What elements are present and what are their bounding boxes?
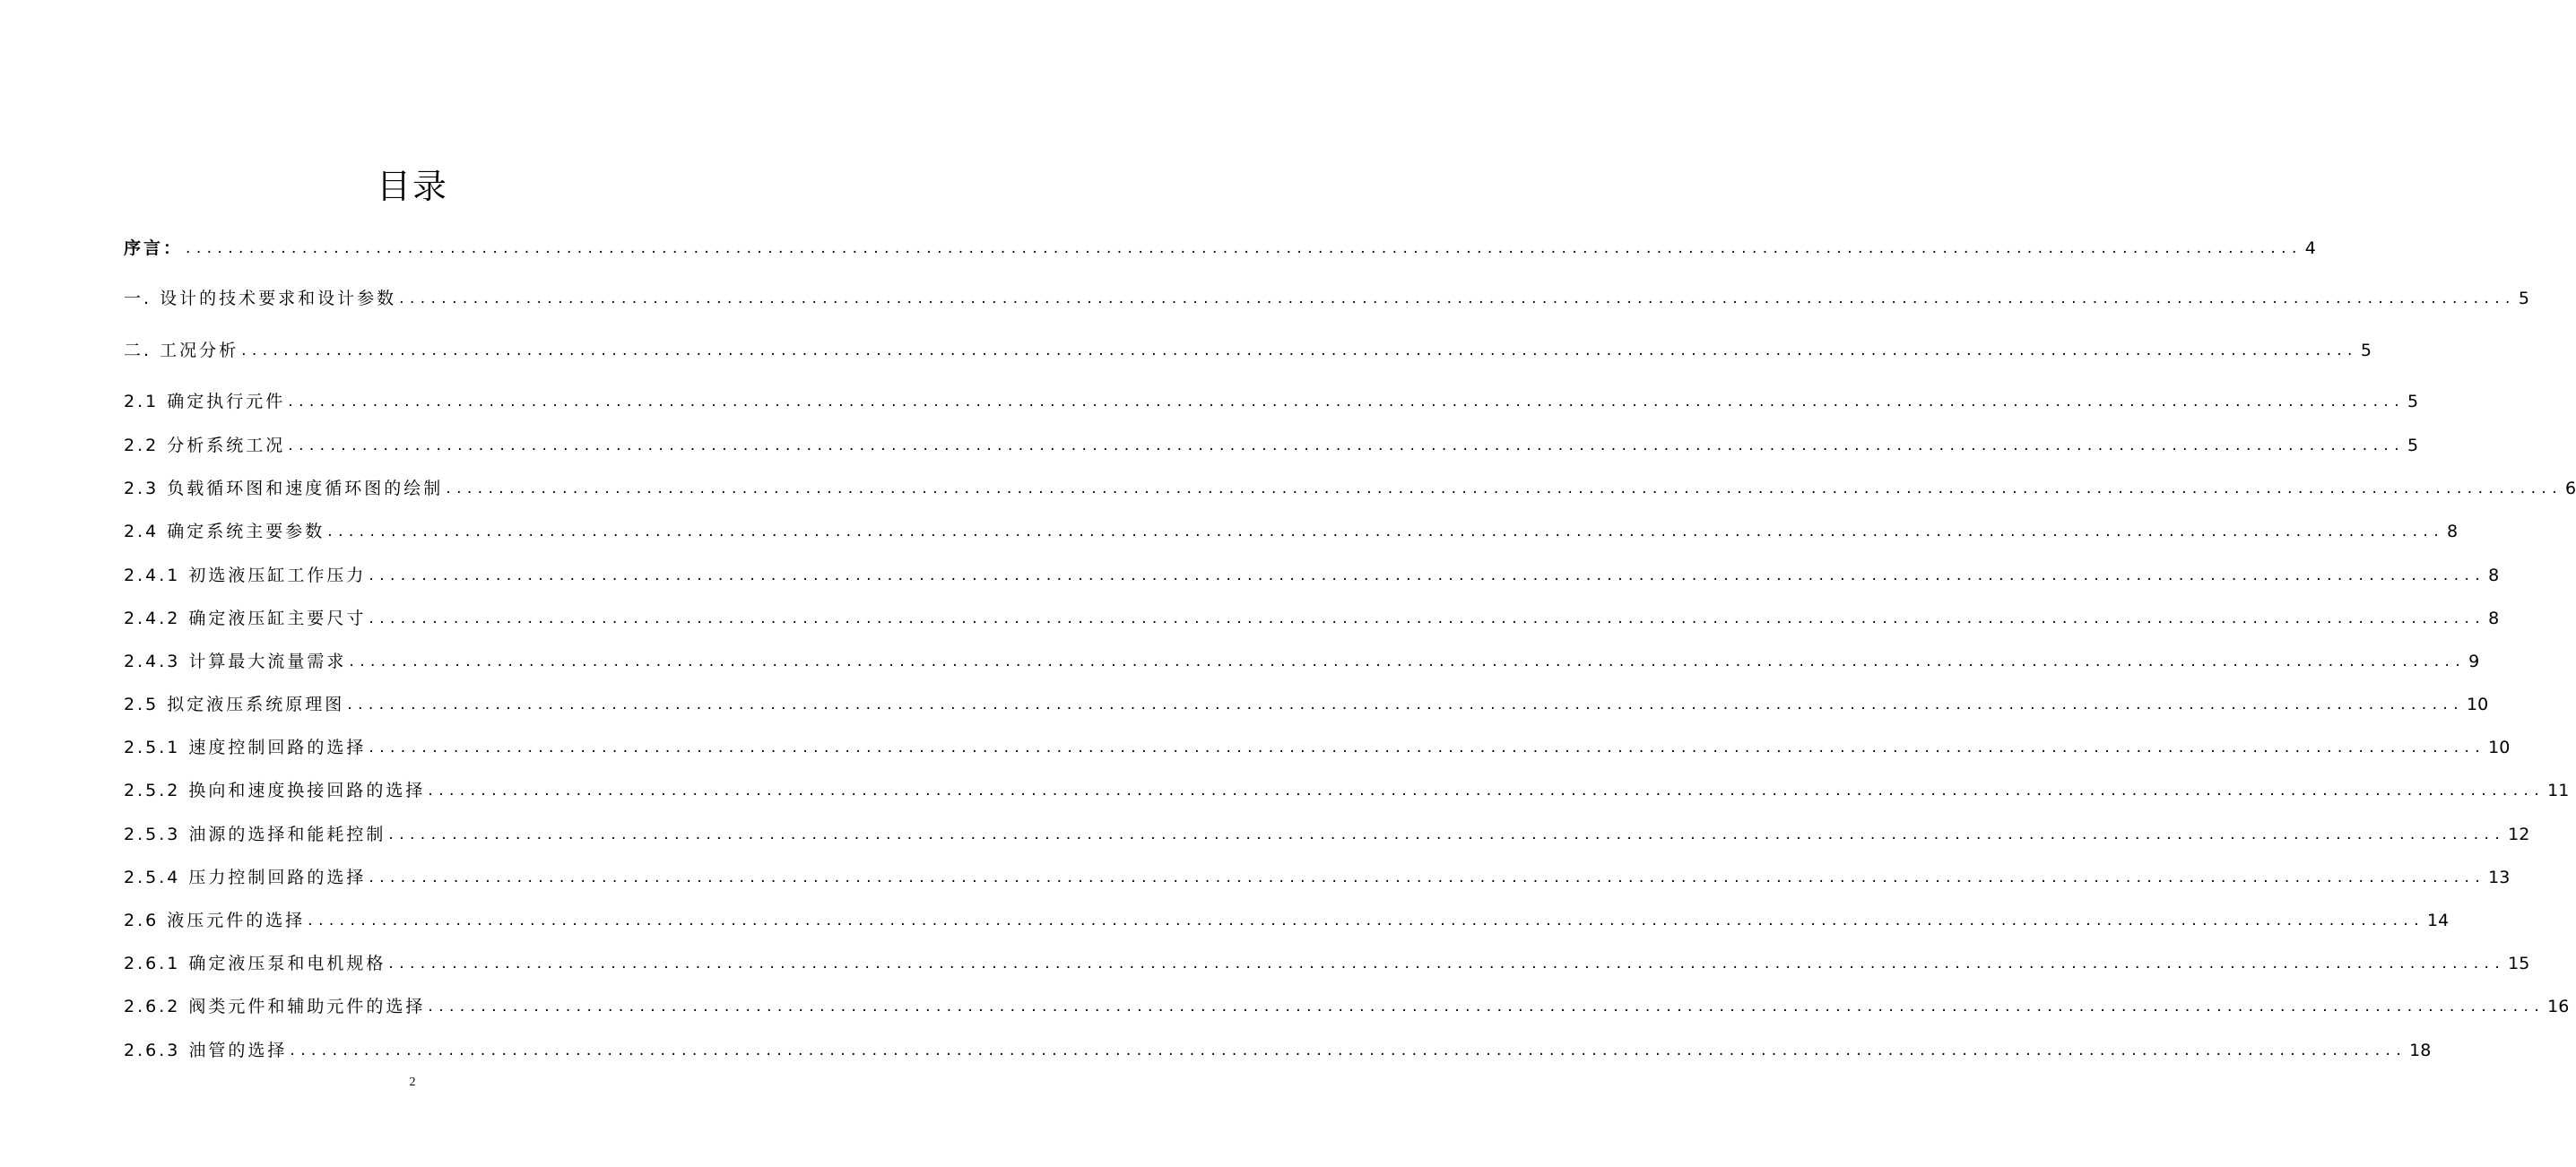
toc-dot-leader: ........................................................................................................................................................................................................ bbox=[388, 826, 2506, 843]
toc-dot-leader: ........................................................................................................................................................................................................ bbox=[446, 480, 2563, 497]
toc-entry-label: 2.6 液压元件的选择 bbox=[124, 911, 306, 930]
toc-entry[interactable] bbox=[124, 562, 2500, 589]
toc-entry-page: 8 bbox=[2488, 609, 2500, 628]
toc-dot-leader: ........................................................................................................................................................................................................ bbox=[186, 239, 2303, 257]
page-title: 目录 bbox=[376, 167, 448, 206]
toc-entry-page: 8 bbox=[2488, 566, 2500, 585]
toc-entry-label: 2.5.1 速度控制回路的选择 bbox=[124, 738, 367, 757]
toc-entry[interactable] bbox=[124, 950, 2530, 977]
toc-entry[interactable] bbox=[124, 337, 2372, 364]
toc-entry-label: 2.6.3 油管的选择 bbox=[124, 1041, 288, 1060]
toc-entry[interactable] bbox=[124, 777, 2570, 804]
toc-dot-leader: ........................................................................................................................................................................................................ bbox=[290, 1042, 2407, 1059]
toc-entry-page: 18 bbox=[2409, 1041, 2432, 1060]
toc-entry[interactable] bbox=[124, 235, 2316, 262]
toc-entry-label: 2.6.2 阀类元件和辅助元件的选择 bbox=[124, 997, 426, 1016]
toc-dot-leader: ........................................................................................................................................................................................................ bbox=[288, 393, 2406, 411]
toc-dot-leader: ........................................................................................................................................................................................................ bbox=[388, 955, 2506, 972]
toc-dot-leader: ........................................................................................................................................................................................................ bbox=[369, 609, 2486, 627]
toc-entry[interactable] bbox=[124, 475, 2576, 502]
toc-entry-label: 序言： bbox=[124, 238, 184, 258]
toc-entry[interactable] bbox=[124, 518, 2459, 545]
toc-dot-leader: ........................................................................................................................................................................................................ bbox=[347, 696, 2465, 713]
toc-entry-label: 2.5.2 换向和速度换接回路的选择 bbox=[124, 781, 426, 800]
toc-entry-label: 2.2 分析系统工况 bbox=[124, 436, 286, 455]
toc-entry[interactable] bbox=[124, 691, 2489, 718]
toc-entry[interactable] bbox=[124, 734, 2511, 761]
toc-entry-label: 二. 工况分析 bbox=[124, 341, 239, 360]
toc-entry-label: 2.5.3 油源的选择和能耗控制 bbox=[124, 825, 386, 844]
page-number: 2 bbox=[409, 1076, 416, 1089]
toc-dot-leader: ........................................................................................................................................................................................................ bbox=[308, 912, 2425, 929]
toc-entry-page: 6 bbox=[2565, 479, 2576, 498]
toc-entry-page: 12 bbox=[2508, 825, 2530, 844]
toc-entry-page: 4 bbox=[2304, 238, 2316, 258]
toc-entry-page: 13 bbox=[2488, 868, 2511, 887]
toc-entry[interactable] bbox=[124, 605, 2500, 632]
toc-entry-page: 5 bbox=[2518, 289, 2529, 308]
toc-entry-label: 2.3 负载循环图和速度循环图的绘制 bbox=[124, 479, 444, 498]
toc-dot-leader: ........................................................................................................................................................................................................ bbox=[428, 998, 2546, 1016]
toc-entry-page: 5 bbox=[2407, 436, 2419, 455]
toc-entry[interactable] bbox=[124, 285, 2529, 312]
toc-entry-page: 5 bbox=[2407, 392, 2419, 411]
toc-entry-page: 10 bbox=[2488, 738, 2511, 757]
toc-entry-page: 14 bbox=[2427, 911, 2450, 930]
toc-dot-leader: ........................................................................................................................................................................................................ bbox=[369, 869, 2486, 886]
toc-entry-page: 15 bbox=[2508, 954, 2530, 973]
toc-entry[interactable] bbox=[124, 388, 2419, 415]
toc-entry-page: 16 bbox=[2547, 997, 2570, 1016]
toc-entry[interactable] bbox=[124, 907, 2450, 934]
toc-entry-label: 2.6.1 确定液压泵和电机规格 bbox=[124, 954, 386, 973]
toc-dot-leader: ........................................................................................................................................................................................................ bbox=[369, 566, 2486, 584]
toc-dot-leader: ........................................................................................................................................................................................................ bbox=[369, 739, 2486, 756]
toc-entry[interactable] bbox=[124, 993, 2570, 1020]
toc-entry[interactable] bbox=[124, 648, 2480, 675]
toc-dot-leader: ........................................................................................................................................................................................................ bbox=[399, 290, 2516, 307]
toc-entry-page: 5 bbox=[2360, 341, 2372, 360]
toc-dot-leader: ........................................................................................................................................................................................................ bbox=[241, 341, 2358, 359]
toc-entry-label: 2.5 拟定液压系统原理图 bbox=[124, 695, 345, 714]
toc-entry[interactable] bbox=[124, 821, 2530, 848]
toc-entry-label: 2.4.2 确定液压缸主要尺寸 bbox=[124, 609, 367, 628]
toc-entry-label: 2.4.3 计算最大流量需求 bbox=[124, 652, 347, 671]
toc-entry-page: 8 bbox=[2447, 522, 2459, 541]
toc-dot-leader: ........................................................................................................................................................................................................ bbox=[327, 523, 2445, 540]
toc-entry[interactable] bbox=[124, 432, 2419, 459]
toc-entry-label: 2.1 确定执行元件 bbox=[124, 392, 286, 411]
toc-entry-label: 2.4.1 初选液压缸工作压力 bbox=[124, 566, 367, 585]
toc-entry[interactable] bbox=[124, 1037, 2432, 1064]
toc-entry-page: 9 bbox=[2468, 652, 2480, 671]
toc-dot-leader: ........................................................................................................................................................................................................ bbox=[428, 782, 2546, 800]
toc-entry-page: 10 bbox=[2467, 695, 2489, 714]
toc-dot-leader: ........................................................................................................................................................................................................ bbox=[349, 653, 2467, 670]
toc-entry-page: 11 bbox=[2547, 781, 2570, 800]
toc-entry[interactable] bbox=[124, 864, 2511, 891]
toc-entry-label: 一. 设计的技术要求和设计参数 bbox=[124, 289, 397, 308]
toc-entry-label: 2.4 确定系统主要参数 bbox=[124, 522, 325, 541]
toc-entry-label: 2.5.4 压力控制回路的选择 bbox=[124, 868, 367, 887]
toc-dot-leader: ........................................................................................................................................................................................................ bbox=[288, 437, 2406, 454]
